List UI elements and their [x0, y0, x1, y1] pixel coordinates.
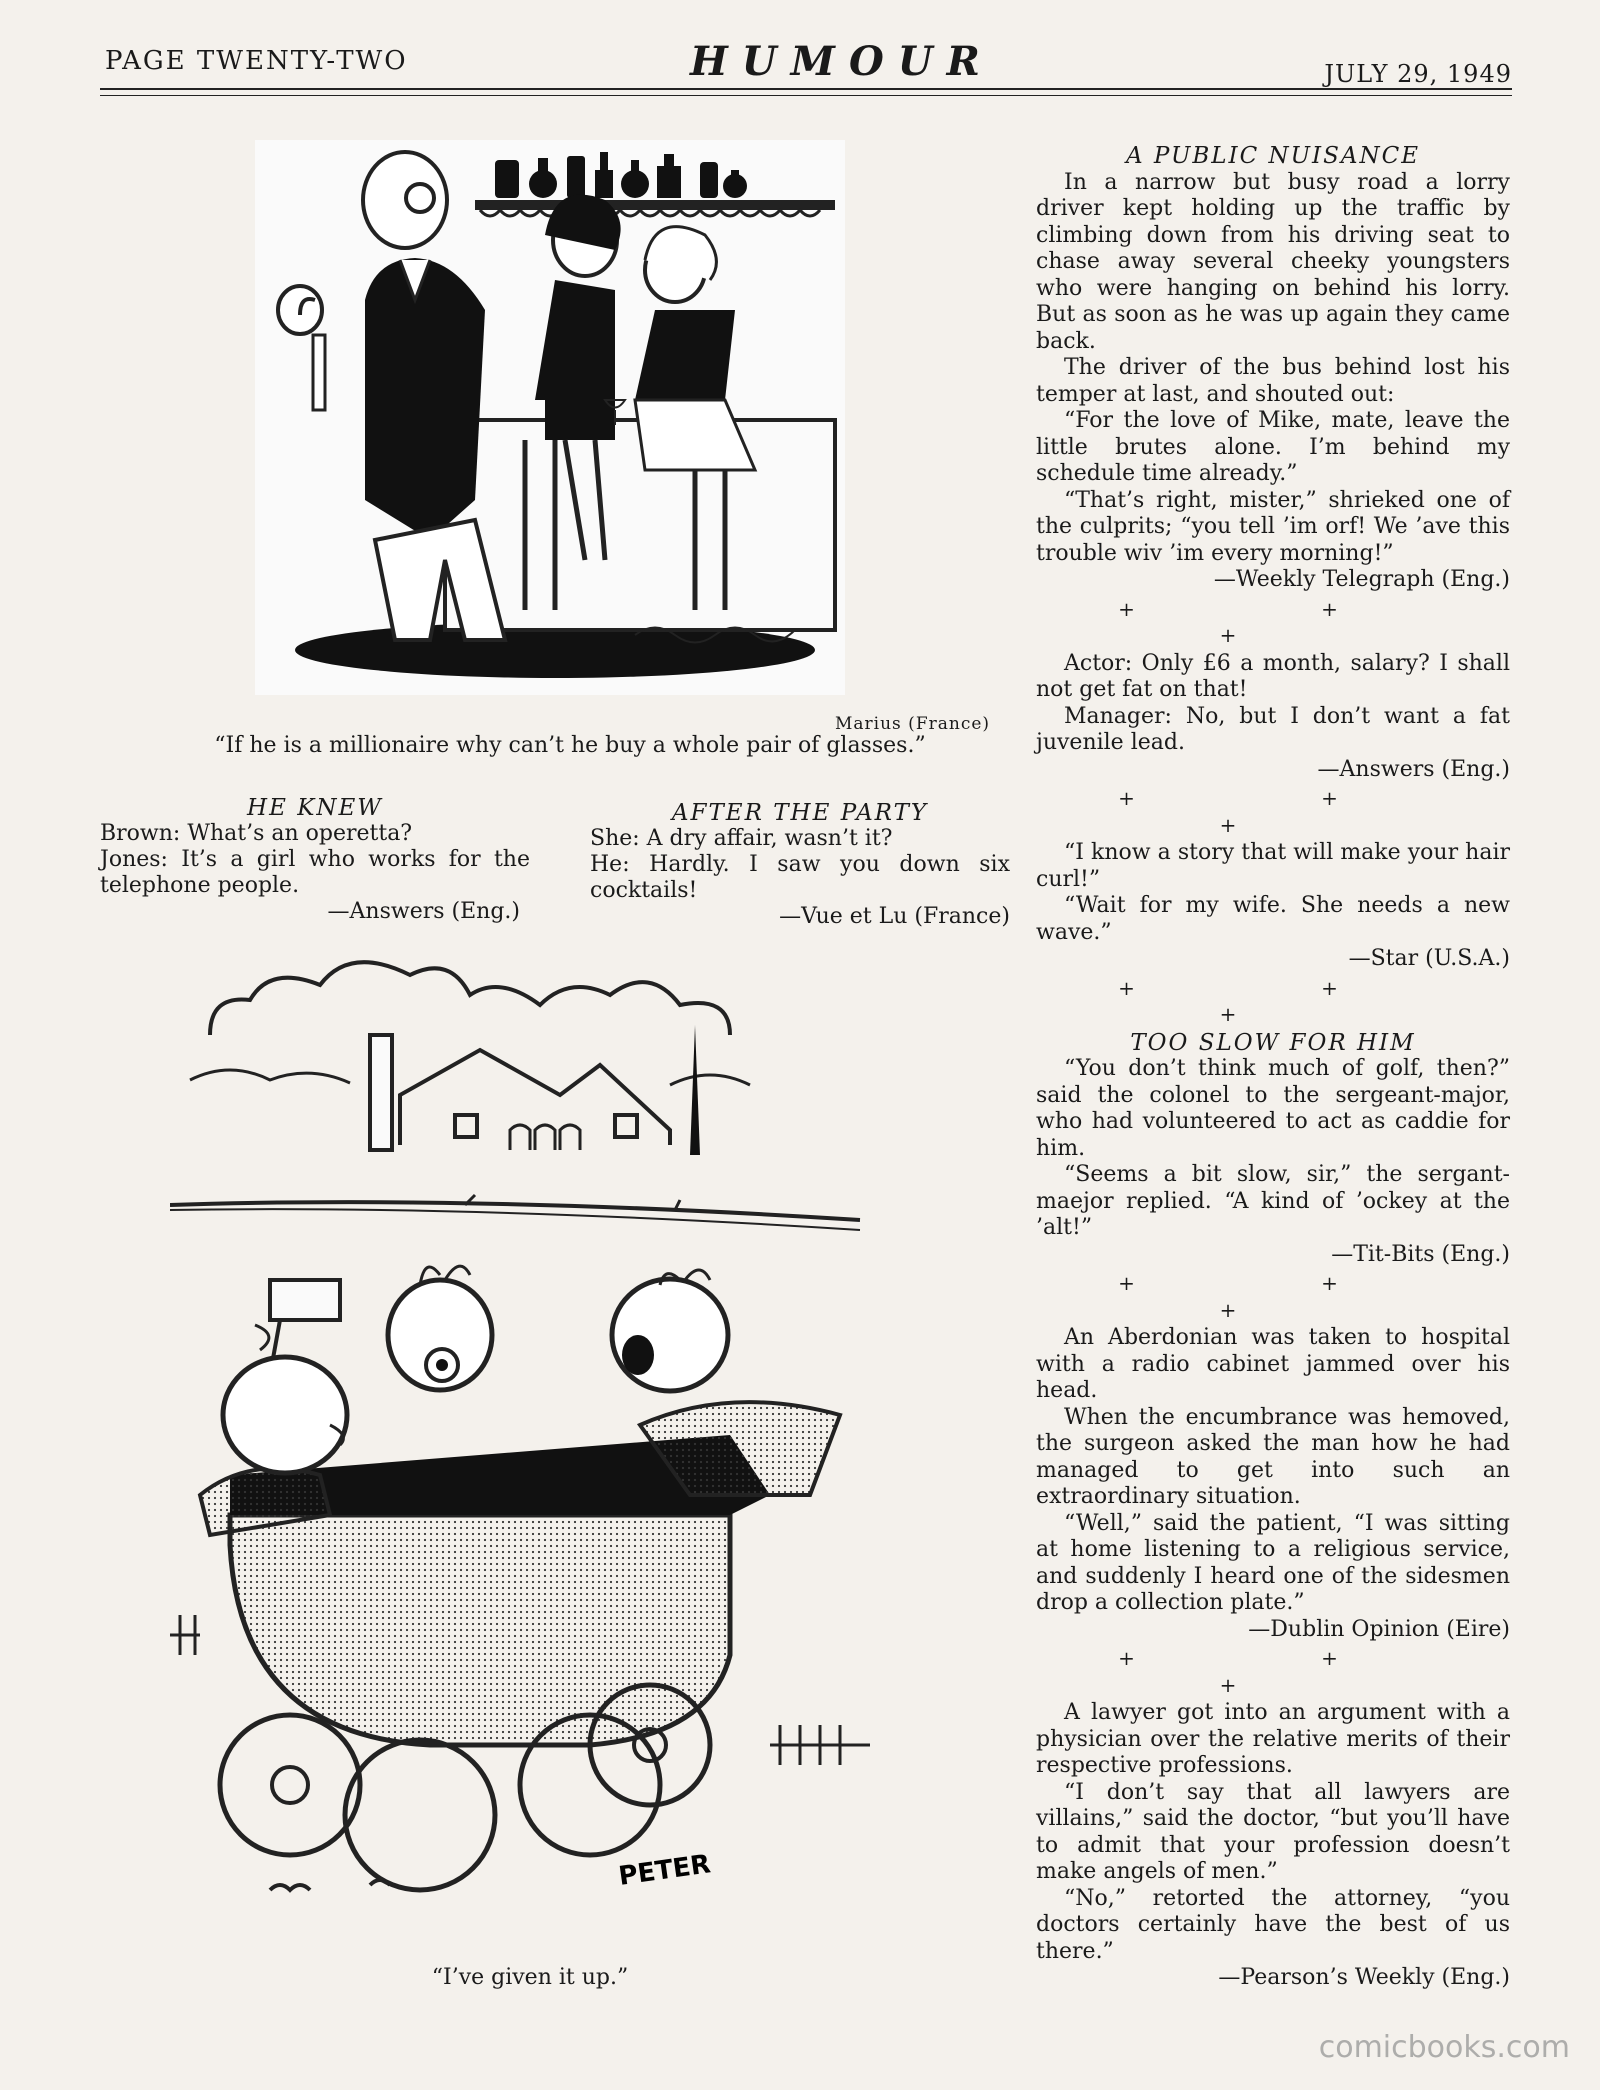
story-paragraph: “I don’t say that all lawyers are villains,” said the doctor, “but you’ll have to admit that your profession doesn’t make angels of men.” — [1036, 1779, 1510, 1884]
issue-date: JULY 29, 1949 — [1324, 60, 1512, 88]
joke-he-knew — [100, 795, 530, 925]
story-paragraph: An Aberdonian was taken to hospital with a radio cabinet jammed over his head. — [1036, 1325, 1510, 1403]
story-paragraph: A lawyer got into an argument with a physician over the relative merits of their respective professions. — [1036, 1700, 1510, 1778]
cartoon1-caption: “If he is a millionaire why can’t he buy a whole pair of glasses.” — [214, 733, 926, 758]
story-paragraph: The driver of the bus behind lost his temper at last, and shouted out: — [1036, 355, 1510, 407]
joke-after-the-party — [590, 800, 1010, 930]
story-title: TOO SLOW FOR HIM — [1130, 1029, 1416, 1056]
bar-cartoon-drawing — [255, 140, 845, 695]
story-title: A PUBLIC NUISANCE — [1125, 143, 1421, 169]
story-paragraph: “That’s right, mister,” shrieked one of the culprits; “you tell ’im orf! We ’ave this trouble wiv ’im every morning!” — [1036, 487, 1510, 566]
cartoon1-credit: Marius (France) — [835, 714, 991, 734]
joke-title: AFTER THE PARTY — [671, 800, 929, 826]
cartoon2-caption: “I’ve given it up.” — [431, 1965, 629, 1990]
joke-line: She: A dry affair, wasn’t it? — [590, 826, 893, 851]
joke-line: He: Hardly. I saw you down six cocktails! — [590, 852, 1010, 903]
story-paragraph: “No,” retorted the attorney, “you doctors certainly have the best of us there.” — [1036, 1885, 1510, 1964]
separator: + + + — [1118, 1646, 1428, 1697]
artist-signature: PETER — [616, 1849, 713, 1892]
separator: + + + — [1118, 975, 1428, 1026]
story-paragraph: “Well,” said the patient, “I was sitting at home listening to a religious service, and suddenly I heard one of the sidesmen drop a collection plate.” — [1036, 1510, 1510, 1615]
story-source: —Dublin Opinion (Eire) — [1248, 1616, 1510, 1642]
story-source: —Pearson’s Weekly (Eng.) — [1218, 1965, 1510, 1990]
header-rule — [100, 88, 1512, 90]
story-paragraph: “Wait for my wife. She needs a new wave.” — [1036, 893, 1510, 945]
separator: + + + — [1118, 1271, 1428, 1322]
pram-cartoon — [170, 955, 880, 1925]
joke-source: —Vue et Lu (France) — [779, 904, 1010, 929]
joke-source: —Answers (Eng.) — [327, 899, 520, 924]
joke-line: Brown: What’s an operetta? — [100, 821, 413, 846]
story-paragraph: Manager: No, but I don’t want a fat juvenile lead. — [1036, 703, 1510, 755]
page-number-label: PAGE TWENTY-TWO — [105, 46, 408, 76]
separator: + + + — [1118, 786, 1428, 837]
story-paragraph: “For the love of Mike, mate, leave the little brutes alone. I’m behind my schedule time already.” — [1036, 408, 1510, 486]
story-source: —Tit-Bits (Eng.) — [1331, 1241, 1510, 1267]
story-paragraph: “You don’t think much of golf, then?” said the colonel to the sergeant-major, who had volunteered to act as caddie for him. — [1036, 1056, 1510, 1161]
story-paragraph: “I know a story that will make your hair curl!” — [1036, 840, 1510, 892]
right-column — [1036, 143, 1510, 1992]
header-rule-thin — [100, 95, 1512, 96]
joke-title: HE KNEW — [247, 795, 383, 821]
bar-cartoon — [255, 140, 845, 695]
story-paragraph: When the encumbrance was hemoved, the surgeon asked the man how he had managed to get into such an extraordinary situation. — [1036, 1404, 1510, 1509]
story-source: —Weekly Telegraph (Eng.) — [1213, 567, 1510, 592]
story-source: —Answers (Eng.) — [1317, 756, 1510, 782]
story-source: —Star (U.S.A.) — [1348, 946, 1510, 971]
magazine-title: HUMOUR — [690, 38, 994, 85]
watermark: comicbooks.com — [1318, 2030, 1570, 2065]
joke-line: Jones: It’s a girl who works for the telephone people. — [100, 847, 530, 898]
story-paragraph: In a narrow but busy road a lorry driver kept holding up the traffic by climbing down from his driving seat to chase away several cheeky youngsters who were hanging on behind his lorry. But as soon as he was up again they came back. — [1036, 169, 1510, 354]
pram-cartoon-drawing — [170, 955, 880, 1925]
story-paragraph: Actor: Only £6 a month, salary? I shall not get fat on that! — [1036, 650, 1510, 702]
separator: + + + — [1118, 596, 1428, 647]
story-paragraph: “Seems a bit slow, sir,” the sergant-maejor replied. “A kind of ’ockey at the ’alt!” — [1036, 1162, 1510, 1240]
